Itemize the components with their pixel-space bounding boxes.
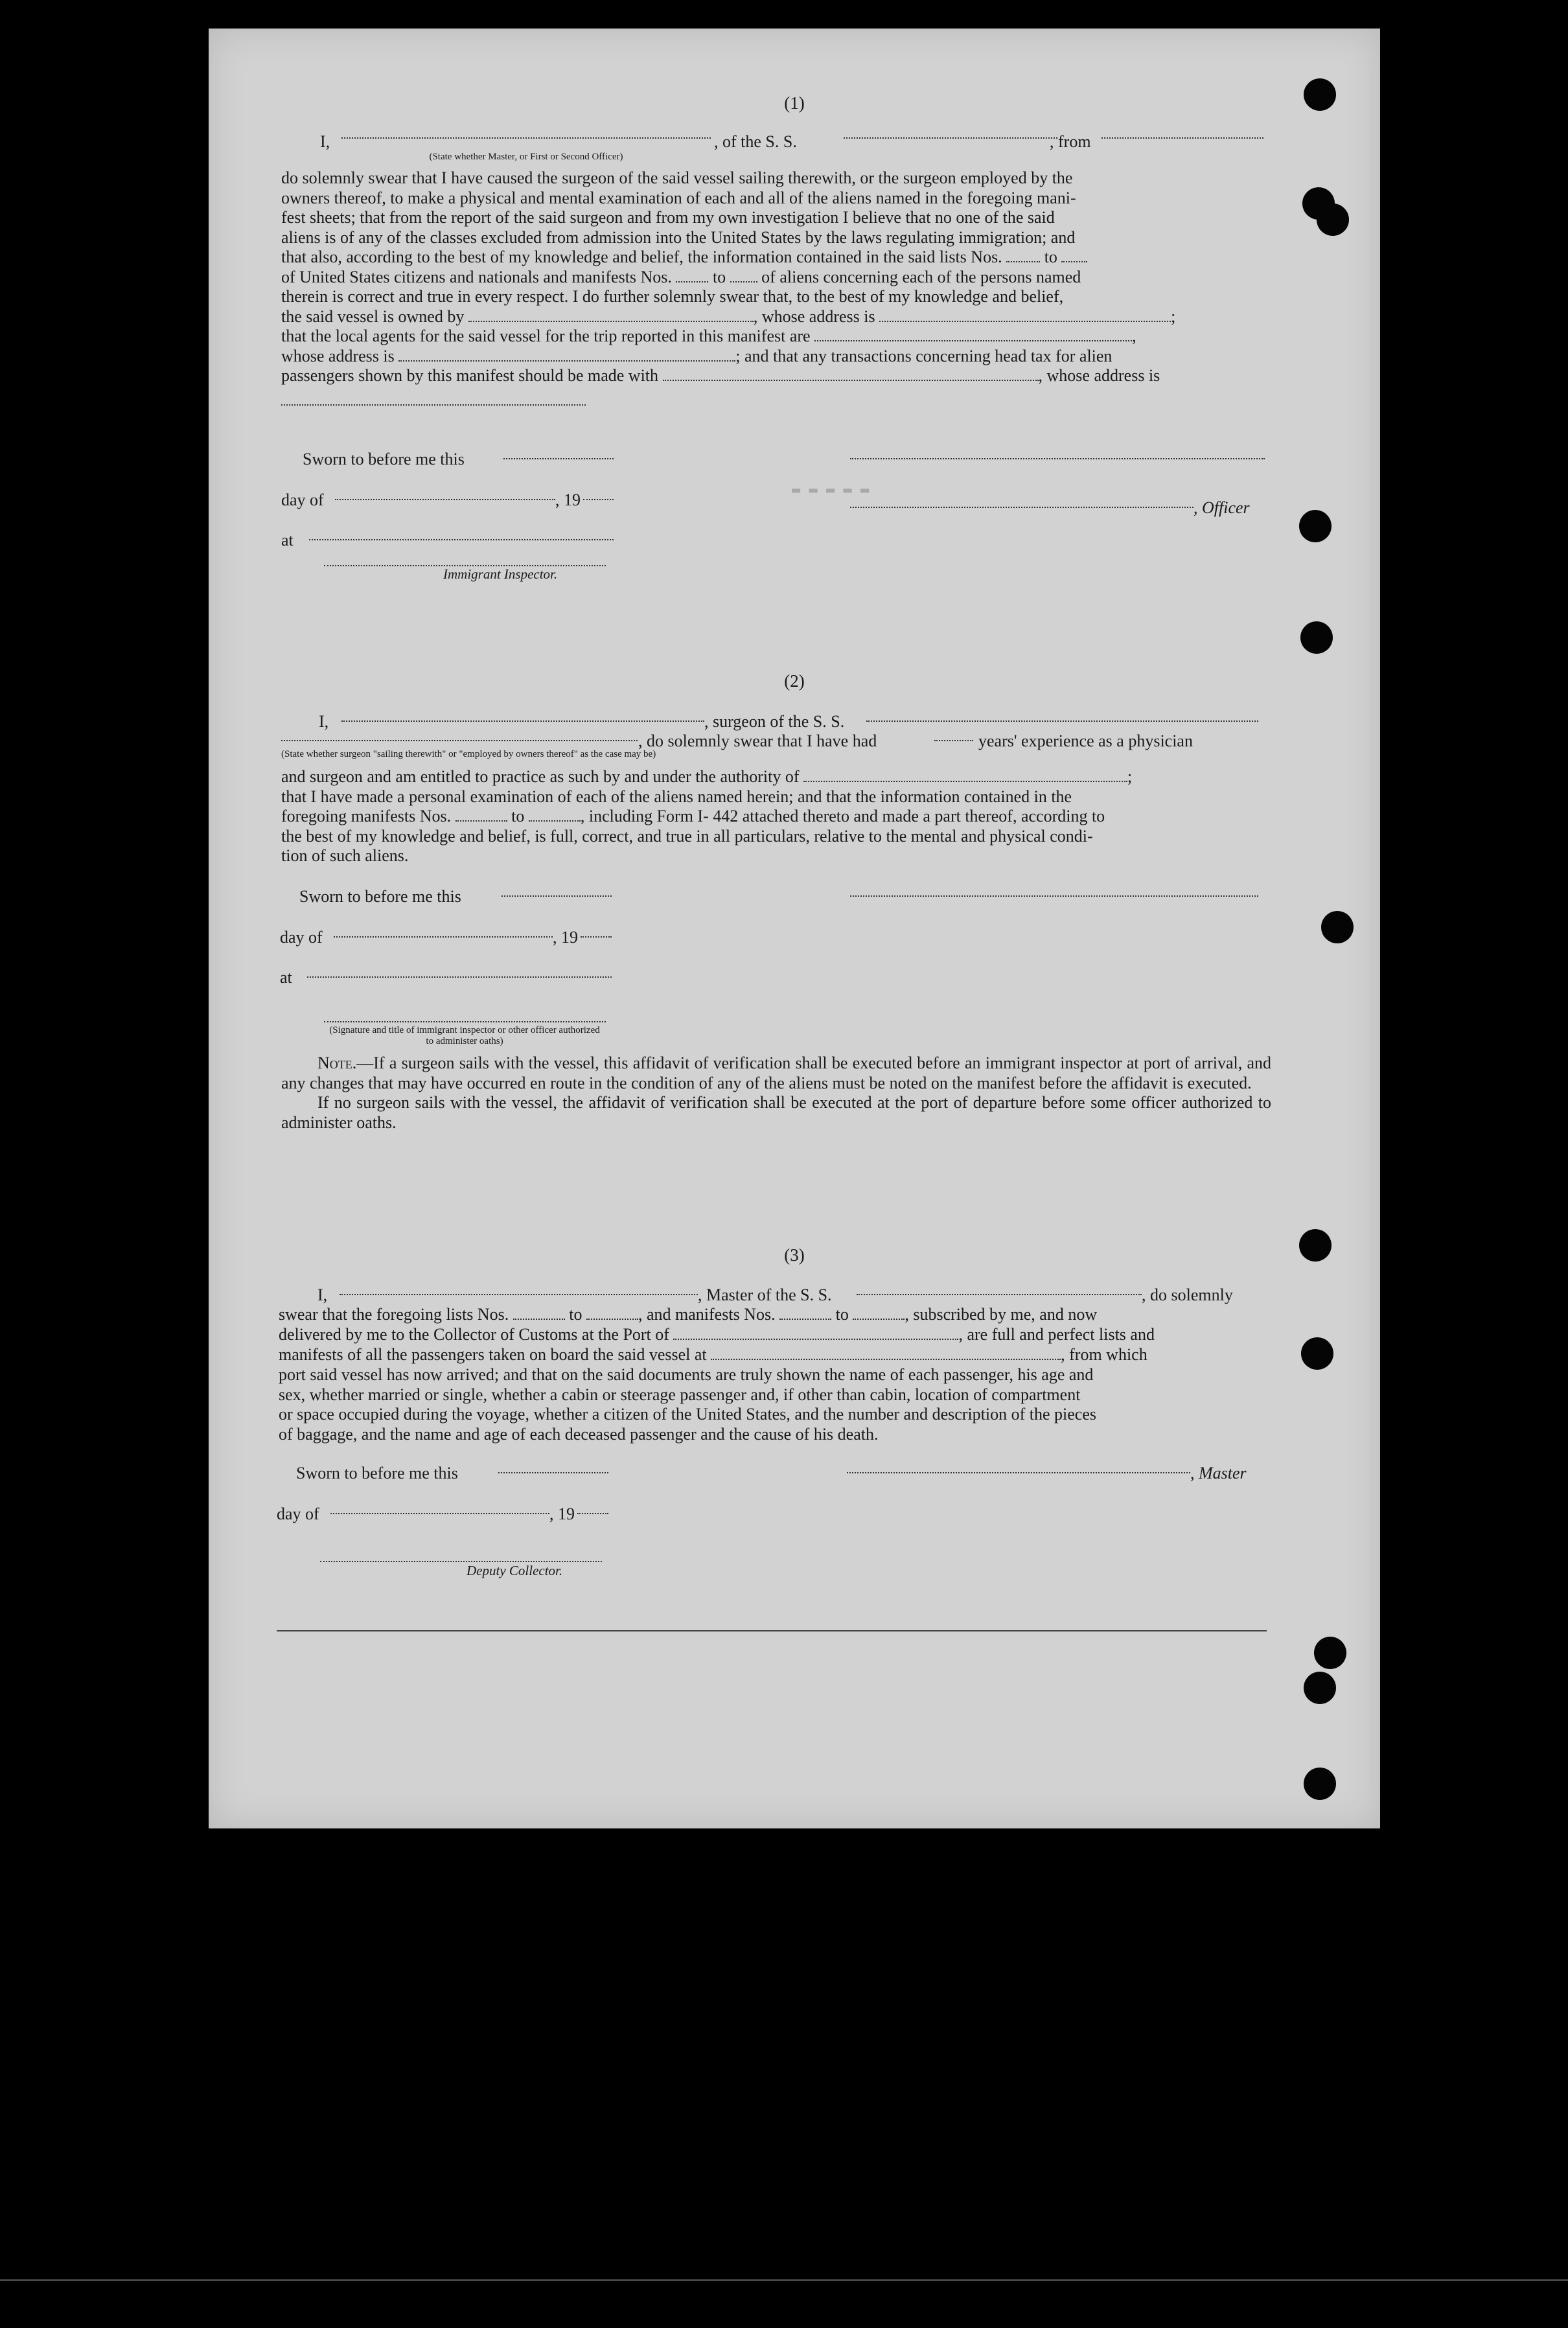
s1-master-caption: (State whether Master, or First or Second Officer) [429,152,623,162]
section-1-body: do solemnly swear that I have caused the surgeon of the said vessel sailing therewith, or the surgeon employed by the owners thereof, to make a physical and mental examination of each and all of the aliens named in the foregoing mani- fest sheets; that from the report of the said surgeon and from my own investigation I believe that no one of the said aliens is of any of the classes excluded from admission into the United States by the laws regulating immigration; and that also, according to the best of my knowledge and belief, the information contained in the said lists Nos. to of United States citizens and nationals and manifests Nos. to of aliens concerning each of the persons named therein is correct and true in every respect. I do further solemnly swear that, to the best of my knowledge and belief, the said vessel is owned by , whose address is ; that the local agents for the said vessel for the trip reported in this manifest are , whose address is ; and that any transactions concerning head tax for alien passengers shown by this manifest should be made with , whose address is [281,168,1176,385]
s3-master-of-label: , Master of the S. S. [698,1285,832,1304]
s1-i-label: I, [320,132,330,151]
s1-day-label: day of [281,490,324,509]
s1-sworn-label: Sworn to before me this [303,450,465,468]
s1-from-label: , from [1050,132,1091,151]
s1-19-label: , 19 [555,490,581,509]
punch-hole [1317,203,1349,236]
punch-hole [1321,911,1354,943]
s3-day-label: day of [277,1504,319,1523]
s2-19-label: , 19 [553,928,578,947]
s3-collector-label: Deputy Collector. [467,1563,563,1578]
bleed-through-text: ▬ ▬ ▬ ▬ ▬ [792,482,870,498]
s3-19-label: , 19 [549,1504,575,1523]
s2-sworn-label: Sworn to before me this [299,887,461,906]
s3-sworn-label: Sworn to before me this [296,1464,458,1482]
punch-hole [1300,621,1333,654]
section-2-note: Note.—If a surgeon sails with the vessel, this affidavit of verification shall be executed before an immigrant inspector at port of arrival, and any changes that may have occurred en route in the condition of any of the aliens must be noted on the manifest before the affidavit is executed. If no surgeon sails with the vessel, the affidavit of verification shall be executed at the port of departure before some officer authorized to administer oaths. [281,1054,1271,1132]
s2-years-label: years' experience as a physician [978,732,1193,750]
s2-day-label: day of [280,928,323,947]
punch-hole [1301,1337,1333,1370]
s1-inspector-label: Immigrant Inspector. [443,566,558,582]
document-page [209,29,1380,1828]
s1-of-ss-label: , of the S. S. [714,132,797,151]
s3-i-label: I, [317,1285,328,1304]
s3-do-solemnly-label: , do solemnly [1142,1285,1233,1304]
s2-i-label: I, [319,712,329,731]
section-2-body: and surgeon and am entitled to practice as such by and under the authority of ; that I have made a personal examination of each of the aliens named herein; and that the information contained in the foregoing manifests Nos. to , including Form I- 442 attached thereto and made a part thereof, according to the best of my knowledge and belief, is full, correct, and true in all particulars, relative to the mental and physical condi- tion of such aliens. [281,767,1133,865]
section-2-number: (2) [784,671,805,691]
punch-hole [1304,1768,1336,1800]
punch-hole [1314,1637,1346,1669]
s2-sig-caption: (Signature and title of immigrant inspector or other officer authorized to administer oaths) [329,1025,600,1046]
punch-hole [1304,1672,1336,1704]
s2-swear-label: , do solemnly swear that I have had [638,732,877,750]
s1-at-label: at [281,531,294,549]
punch-hole [1299,510,1332,542]
s3-line4: manifests of all the passengers taken on board the said vessel at , from which [279,1345,1147,1364]
s2-surgeon-of-label: , surgeon of the S. S. [704,712,845,731]
s2-at-label: at [280,968,292,987]
s2-surgeon-caption: (State whether surgeon "sailing therewith" or "employed by owners thereof" as the case may be) [281,749,656,759]
scan-bottom-line [0,2279,1568,2281]
footer-rule [277,1630,1267,1631]
section-3-body: port said vessel has now arrived; and that on the said documents are truly shown the name of each passenger, his age and sex, whether married or single, whether a cabin or steerage passenger and, if other than cabin, location of compartment or space occupied during the voyage, whether a citizen of the United States, and the number and description of the pieces of baggage, and the name and age of each deceased passenger and the cause of his death. [279,1365,1097,1444]
section-3-number: (3) [784,1245,805,1265]
s1-officer-label: , Officer [1193,498,1250,517]
section-1-number: (1) [784,93,805,113]
s3-line2: swear that the foregoing lists Nos. to , and manifests Nos. to , subscribed by me, and now [279,1305,1098,1324]
s3-master-label: , Master [1190,1464,1247,1482]
s3-line3: delivered by me to the Collector of Customs at the Port of , are full and perfect lists and [279,1325,1155,1344]
